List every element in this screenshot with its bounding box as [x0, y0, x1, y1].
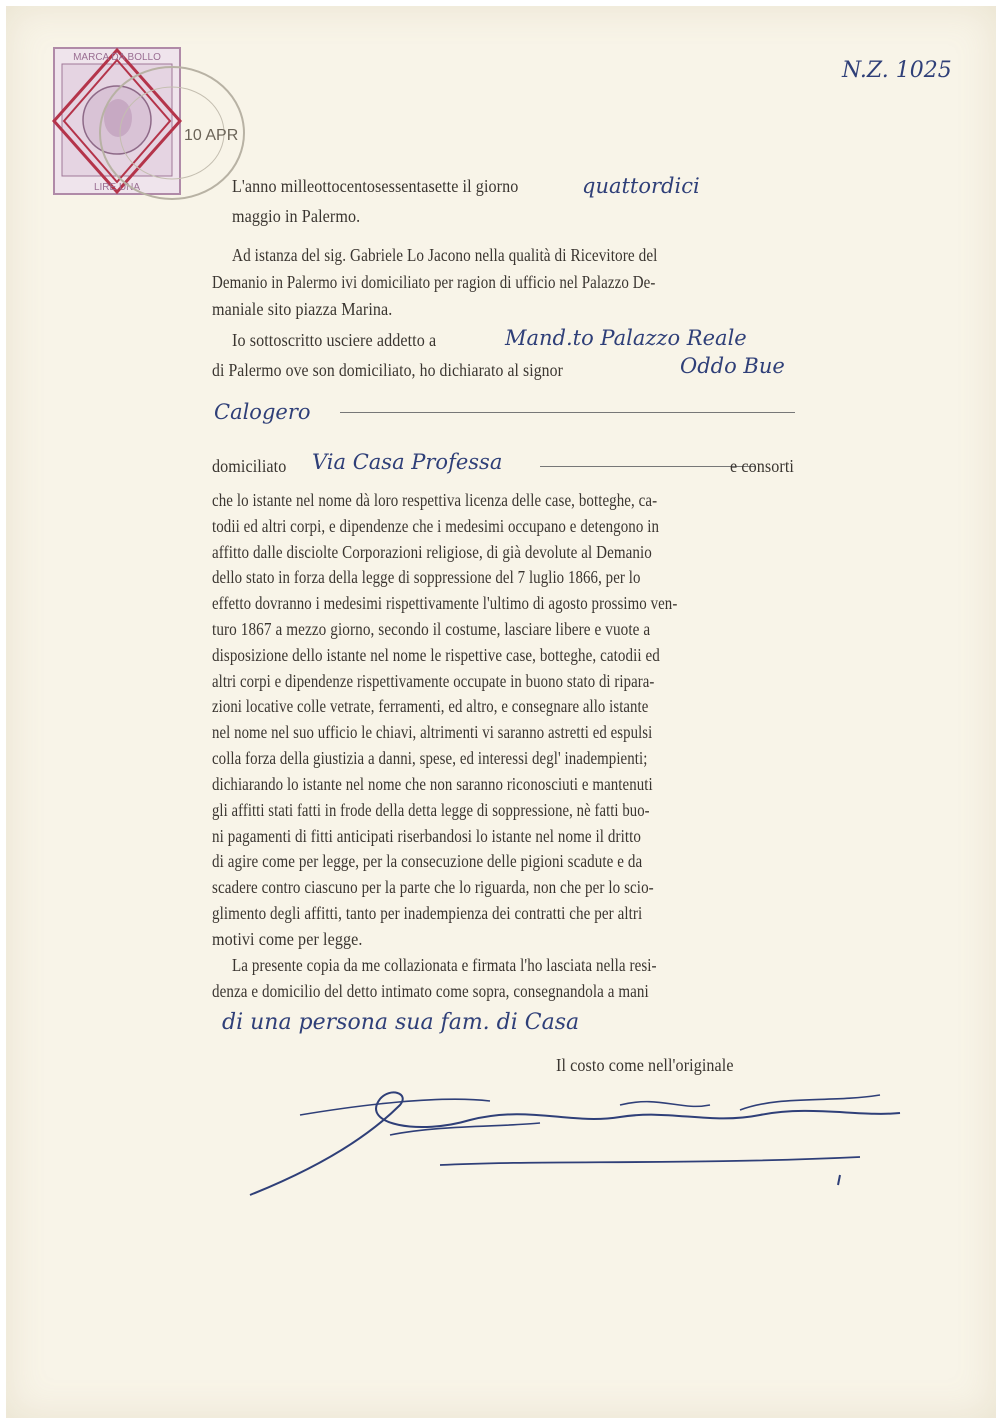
handwritten-office: Mand.to Palazzo Reale: [505, 326, 747, 350]
text-line-15: turo 1867 a mezzo giorno, secondo il costume, lasciare libere e vuote a: [212, 619, 651, 639]
text-line-6: Io sottoscritto usciere addetto a: [232, 330, 437, 350]
text-line-27: motivi come per legge.: [212, 929, 363, 949]
text-line-9: e consorti: [730, 456, 794, 476]
handwritten-day: quattordici: [582, 174, 700, 198]
text-line-7: di Palermo ove son domiciliato, ho dichiarato al signor: [212, 360, 563, 380]
seal-date: 10 APR: [184, 127, 239, 144]
text-line-13: dello stato in forza della legge di soppressione del 7 luglio 1866, per lo: [212, 567, 641, 587]
stamp-bottom-text: LIRE UNA: [93, 182, 141, 193]
text-line-10: che lo istante nel nome dà loro respettiva licenza delle case, botteghe, ca-: [212, 490, 658, 510]
text-line-20: colla forza della giustizia a danni, spese, ed interessi degl' inadempienti;: [212, 748, 648, 768]
text-line-8: domiciliato: [212, 456, 287, 476]
text-line-21: dichiarando lo istante nel nome che non saranno riconosciuti e mantenuti: [212, 774, 653, 794]
handwritten-address: Via Casa Professa: [312, 450, 503, 474]
stamp-top-text: MARCA DA BOLLO: [73, 52, 161, 63]
text-line-4: Demanio in Palermo ivi domiciliato per ragion di ufficio nel Palazzo De-: [212, 272, 656, 292]
text-line-1: L'anno milleottocentosessentasette il giorno: [232, 176, 519, 196]
text-line-23: ni pagamenti di fitti anticipati riserbandosi lo istante nel nome il dritto: [212, 826, 642, 846]
postmark-seal: [92, 58, 252, 208]
fill-line-address: [540, 466, 755, 467]
handwritten-name-1: Oddo Bue: [680, 354, 785, 378]
text-line-14: effetto dovranno i medesimi rispettivamente l'ultimo di agosto prossimo ven-: [212, 593, 678, 613]
text-line-16: disposizione dello istante nel nome le rispettive case, botteghe, catodii ed: [212, 645, 660, 665]
text-line-28: La presente copia da me collazionata e firmata l'ho lasciata nella resi-: [232, 955, 657, 975]
fill-line-name: [340, 412, 795, 413]
text-line-22: gli affitti stati fatti in frode della detta legge di soppressione, nè fatti buo-: [212, 800, 650, 820]
text-line-29: denza e domicilio del detto intimato come sopra, consegnandola a mani: [212, 981, 649, 1001]
handwritten-recipient: di una persona sua fam. di Casa: [222, 1010, 580, 1035]
text-line-24: di agire come per legge, per la consecuzione delle pigioni scadute e da: [212, 851, 643, 871]
reference-number: N.Z. 1025: [842, 58, 952, 83]
text-line-11: todii ed altri corpi, e dipendenze che i medesimi occupano e detengono in: [212, 516, 660, 536]
text-line-18: zioni locative colle vetrate, ferramenti, ed altro, e consegnare allo istante: [212, 696, 649, 716]
text-line-2: maggio in Palermo.: [232, 206, 361, 226]
text-line-25: scadere contro ciascuno per la parte che lo riguarda, non che per lo scio-: [212, 877, 654, 897]
signature: [240, 1065, 920, 1215]
text-line-30: Il costo come nell'originale: [556, 1055, 734, 1075]
text-line-26: glimento degli affitti, tanto per inadempienza dei contratti che per altri: [212, 903, 643, 923]
text-line-17: altri corpi e dipendenze rispettivamente occupate in buono stato di ripara-: [212, 671, 655, 691]
text-line-5: maniale sito piazza Marina.: [212, 299, 393, 319]
text-line-12: affitto dalle disciolte Corporazioni religiose, di già devolute al Demanio: [212, 542, 652, 562]
text-line-19: nel nome nel suo ufficio le chiavi, altrimenti vi saranno astretti ed espulsi: [212, 722, 653, 742]
text-line-3: Ad istanza del sig. Gabriele Lo Jacono nella qualità di Ricevitore del: [232, 245, 658, 265]
handwritten-name-2: Calogero: [214, 400, 311, 424]
